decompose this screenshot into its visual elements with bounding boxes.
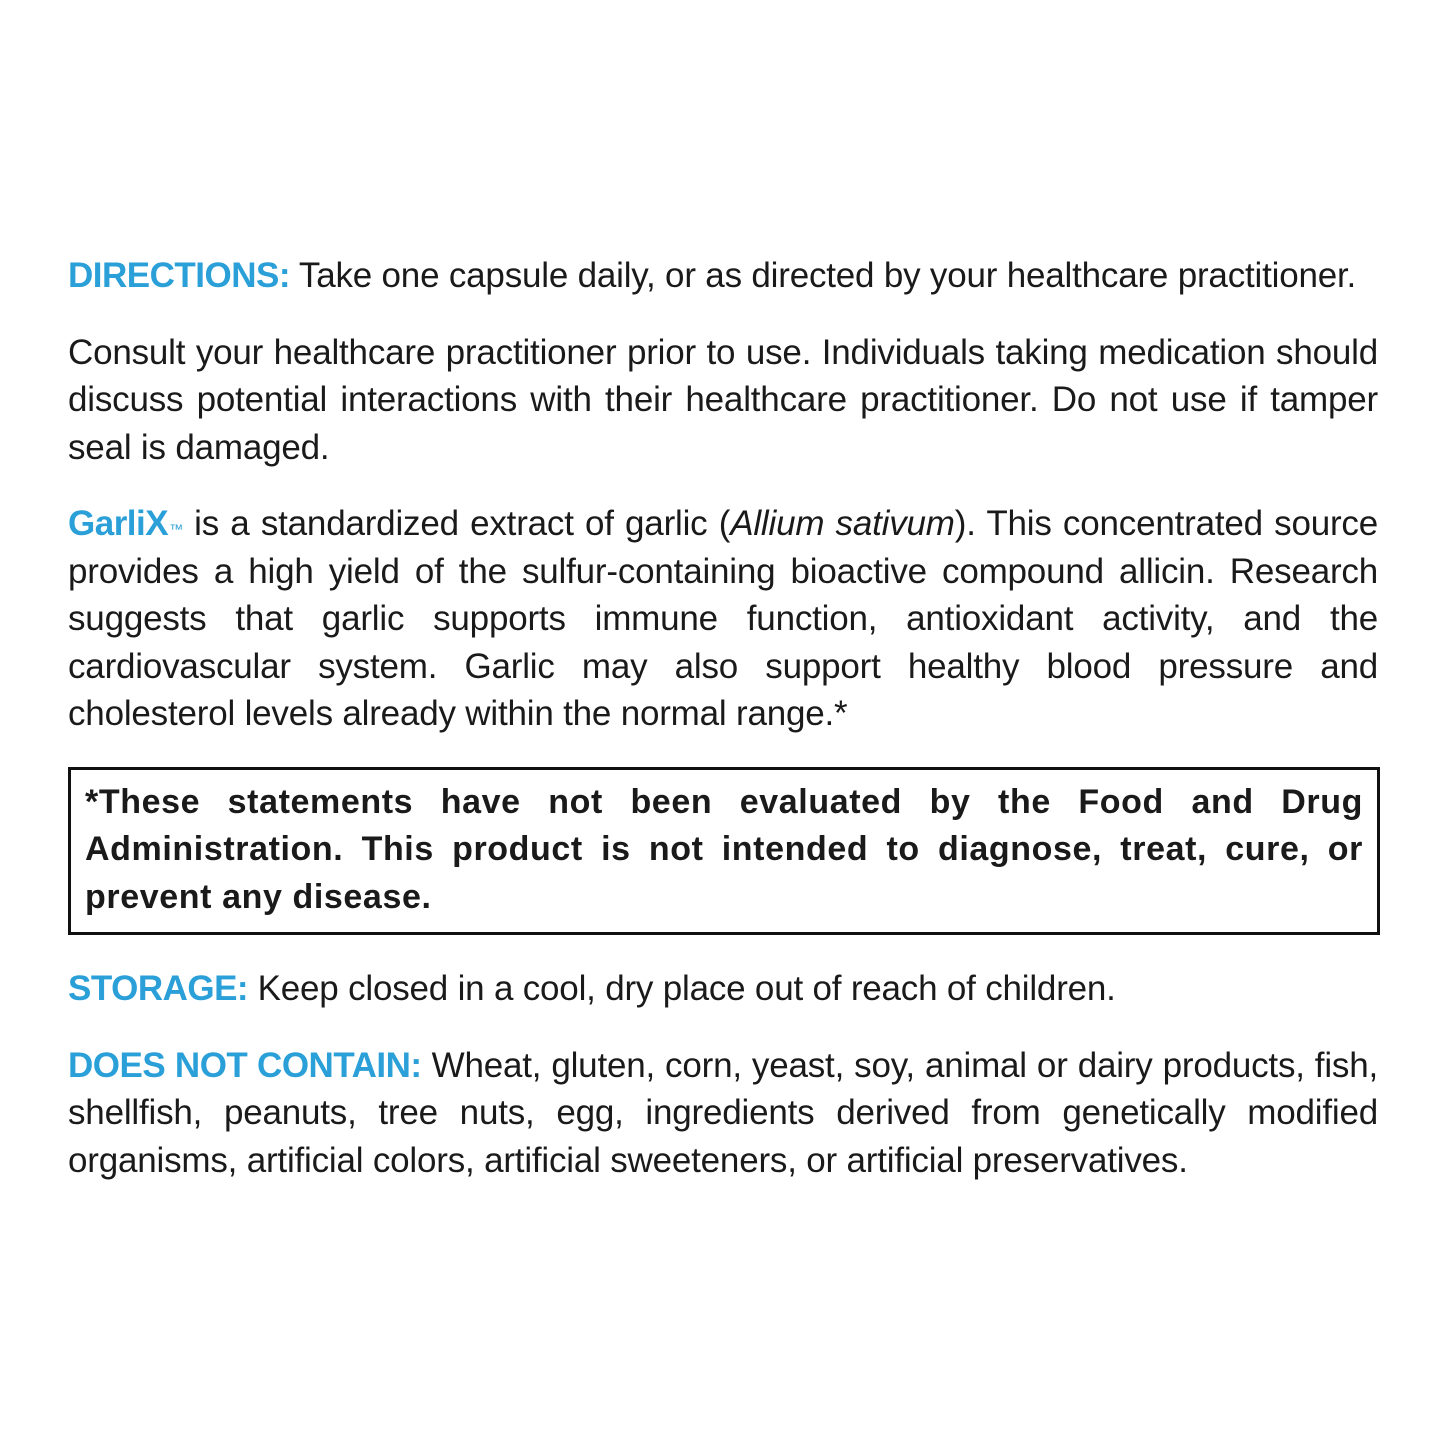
caution-paragraph	[68, 329, 1378, 472]
directions-text: Take one capsule daily, or as directed by your healthcare practitioner.	[290, 256, 1357, 295]
latin-name: Allium sativum	[730, 504, 955, 543]
storage-paragraph	[68, 965, 1378, 1013]
does-not-contain-heading: DOES NOT CONTAIN:	[68, 1045, 422, 1085]
fda-disclaimer-box	[68, 767, 1380, 936]
description-text-after-latin: ). This concentrated source provides a high yield of the sulfur-containing bioactive compound allicin. Research suggests that garlic supports immune function, antioxidant activity, and the cardiovascular system. Garlic may also support healthy blood pressure and cholesterol levels already within the normal range.*	[68, 504, 1379, 733]
does-not-contain-paragraph	[68, 1042, 1378, 1185]
directions-heading: DIRECTIONS:	[68, 256, 290, 295]
storage-heading: STORAGE:	[68, 969, 249, 1008]
fda-disclaimer-text: *These statements have not been evaluated by the Food and Drug Administration. This product is not intended to diagnose, treat, cure, or prevent any disease.	[85, 782, 1363, 916]
brand-name: GarliX	[68, 504, 169, 543]
trademark-symbol: ™	[169, 521, 183, 537]
directions-paragraph	[68, 252, 1378, 300]
supplement-label-panel	[68, 252, 1378, 1213]
caution-text: Consult your healthcare practitioner prior to use. Individuals taking medication should discuss potential interactions with their healthcare practitioner. Do not use if tamper seal is damaged.	[68, 332, 1378, 467]
storage-text: Keep closed in a cool, dry place out of reach of children.	[248, 969, 1116, 1008]
does-not-contain-text: Wheat, gluten, corn, yeast, soy, animal or dairy products, fish, shellfish, peanuts, tree nuts, egg, ingredients derived from genetically modified organisms, artificial colors, artificial sweeteners, or artificial preservatives.	[68, 1045, 1378, 1180]
description-text-before-latin: is a standardized extract of garlic (	[182, 504, 731, 543]
description-paragraph	[68, 500, 1378, 738]
